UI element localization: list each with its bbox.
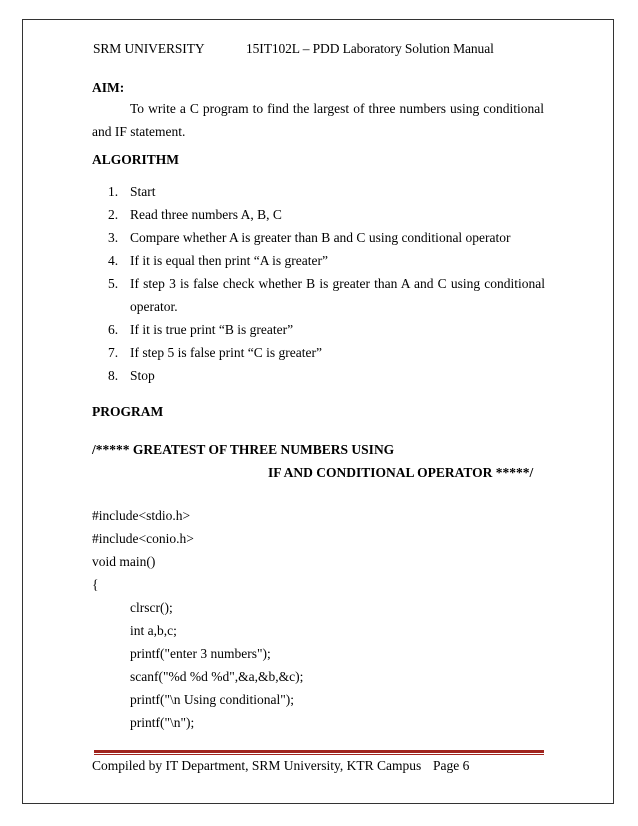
algorithm-steps (108, 180, 545, 387)
algorithm-heading: ALGORITHM (92, 152, 180, 167)
code-listing (92, 504, 303, 734)
header-course-title: 15IT102L – PDD Laboratory Solution Manual (246, 41, 494, 56)
aim-heading: AIM: (92, 80, 125, 95)
algorithm-step (108, 226, 545, 249)
code-line: printf("\n"); (130, 715, 195, 730)
footer-rule-thin (94, 754, 544, 755)
header-university: SRM UNIVERSITY (93, 41, 205, 56)
code-line: printf("enter 3 numbers"); (130, 646, 271, 661)
algorithm-step (108, 318, 545, 341)
code-line: int a,b,c; (130, 623, 177, 638)
code-line: { (92, 577, 99, 592)
algorithm-step (108, 249, 545, 272)
code-line: #include<conio.h> (92, 531, 194, 546)
program-comment-line2: IF AND CONDITIONAL OPERATOR *****/ (268, 465, 534, 480)
algorithm-step (108, 364, 545, 387)
program-heading: PROGRAM (92, 404, 164, 419)
step-text: If step 3 is false check whether B is greater than A and C using conditional operator. (130, 276, 545, 314)
algorithm-step (108, 203, 545, 226)
step-text: Stop (130, 368, 155, 383)
algorithm-step (108, 272, 545, 318)
step-number: 6. (108, 322, 119, 337)
code-line: scanf("%d %d %d",&a,&b,&c); (130, 669, 304, 684)
aim-text: To write a C program to find the largest of three numbers using conditional and IF statement. (92, 101, 544, 139)
algorithm-step (108, 341, 545, 364)
step-number: 2. (108, 207, 119, 222)
step-number: 4. (108, 253, 119, 268)
footer-credit: Compiled by IT Department, SRM University, KTR Campus (92, 758, 422, 773)
program-comment-line1: /***** GREATEST OF THREE NUMBERS USING (92, 442, 395, 457)
step-number: 7. (108, 345, 119, 360)
code-line: void main() (92, 554, 156, 569)
footer-rule (94, 750, 544, 753)
step-number: 3. (108, 230, 119, 245)
step-text: If it is true print “B is greater” (130, 322, 294, 337)
code-line: #include<stdio.h> (92, 508, 191, 523)
step-text: If it is equal then print “A is greater” (130, 253, 328, 268)
step-number: 8. (108, 368, 119, 383)
step-text: Compare whether A is greater than B and C using conditional operator (130, 230, 511, 245)
code-line: printf("\n Using conditional"); (130, 692, 294, 707)
page-number: Page 6 (433, 758, 470, 773)
code-line: clrscr(); (130, 600, 173, 615)
step-number: 5. (108, 276, 119, 291)
step-text: If step 5 is false print “C is greater” (130, 345, 322, 360)
algorithm-step (108, 180, 545, 203)
step-number: 1. (108, 184, 119, 199)
step-text: Read three numbers A, B, C (130, 207, 282, 222)
step-text: Start (130, 184, 156, 199)
